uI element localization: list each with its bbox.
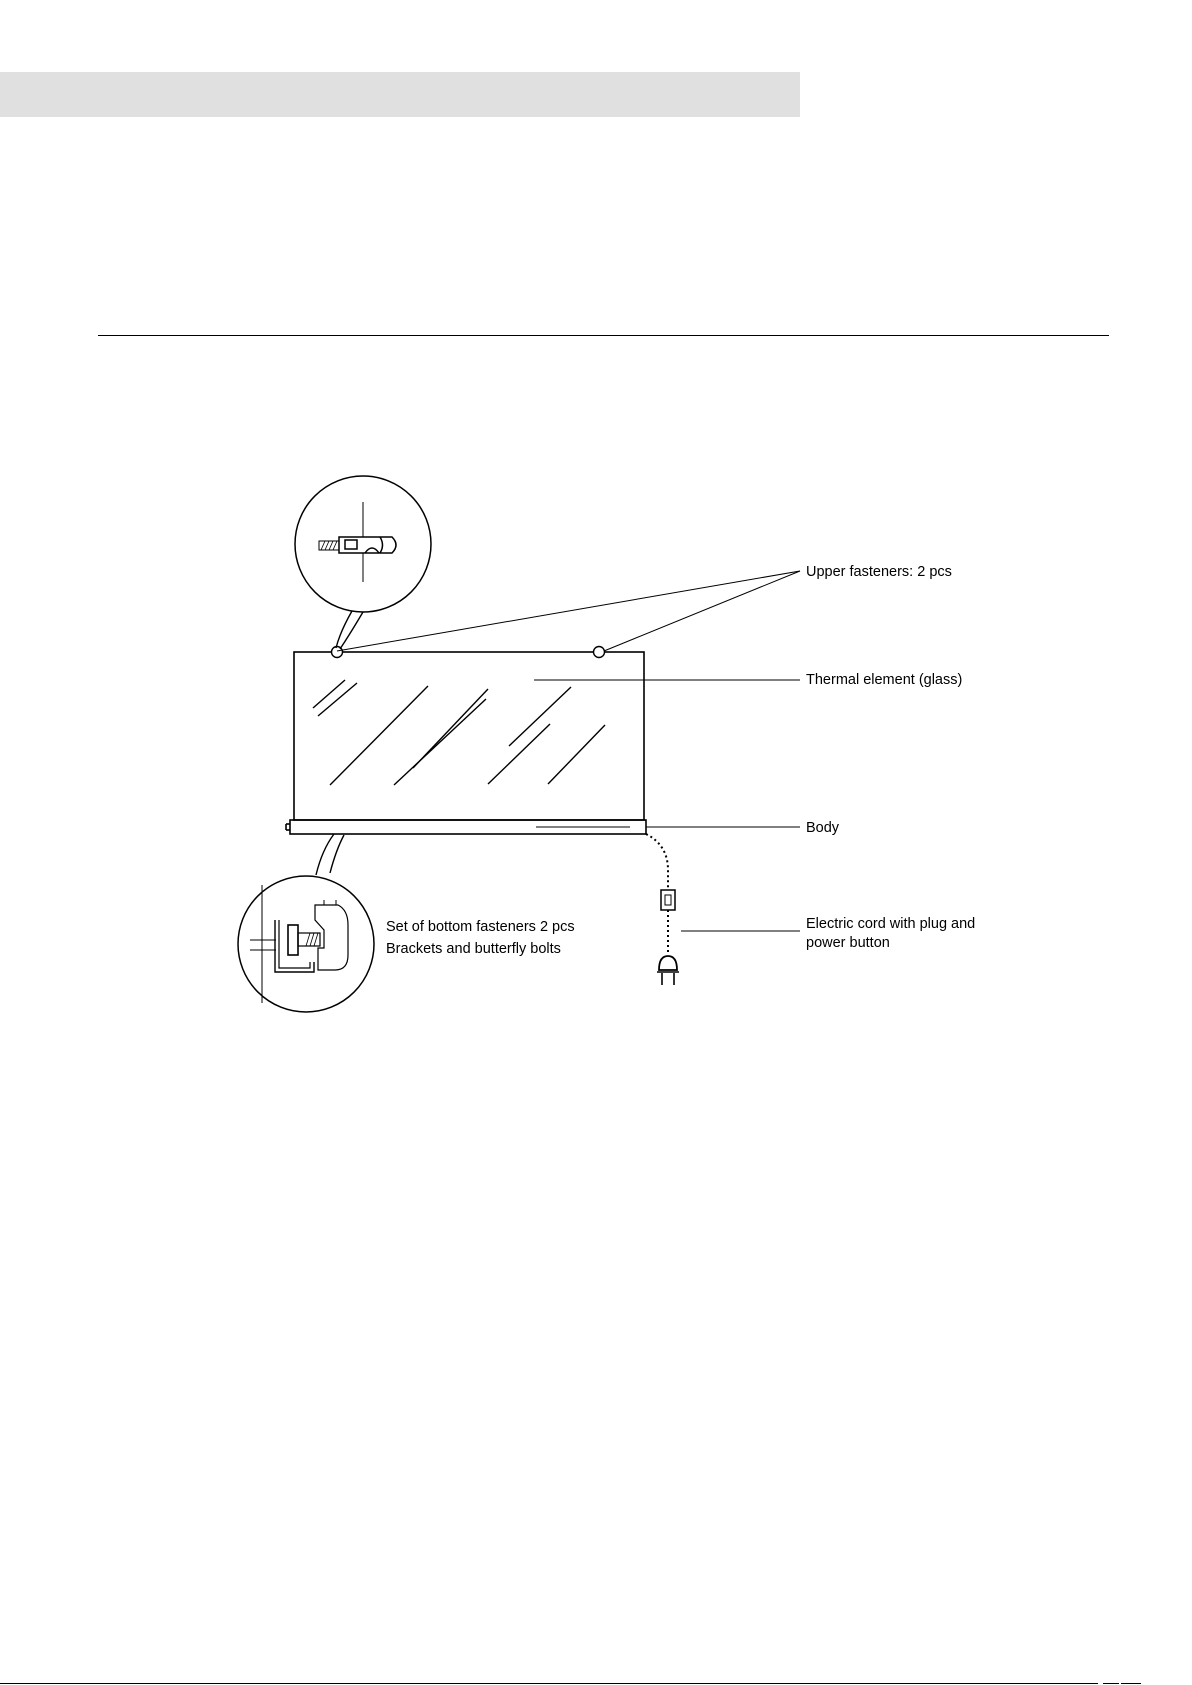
bottom-fastener-zoom bbox=[238, 834, 374, 1012]
electric-cord-label-line2: power button bbox=[806, 935, 890, 951]
glass-panel bbox=[294, 652, 644, 820]
body-label: Body bbox=[806, 820, 840, 836]
upper-fasteners-label: Upper fasteners: 2 pcs bbox=[806, 564, 952, 580]
bottom-fasteners-label-line1: Set of bottom fasteners 2 pcs bbox=[386, 919, 575, 935]
footer-line-short bbox=[1103, 1683, 1119, 1684]
footer-line-end bbox=[1121, 1683, 1141, 1684]
footer-line bbox=[0, 1683, 1098, 1684]
bottom-fasteners-label-line2: Brackets and butterfly bolts bbox=[386, 941, 561, 957]
electric-cord bbox=[646, 834, 679, 985]
glass-reflections bbox=[313, 680, 605, 785]
heater-body bbox=[286, 820, 646, 834]
thermal-element-label: Thermal element (glass) bbox=[806, 672, 963, 688]
upper-fastener-zoom bbox=[295, 476, 431, 649]
leader-lines bbox=[337, 571, 800, 931]
electric-cord-label-line1: Electric cord with plug and bbox=[806, 916, 976, 932]
